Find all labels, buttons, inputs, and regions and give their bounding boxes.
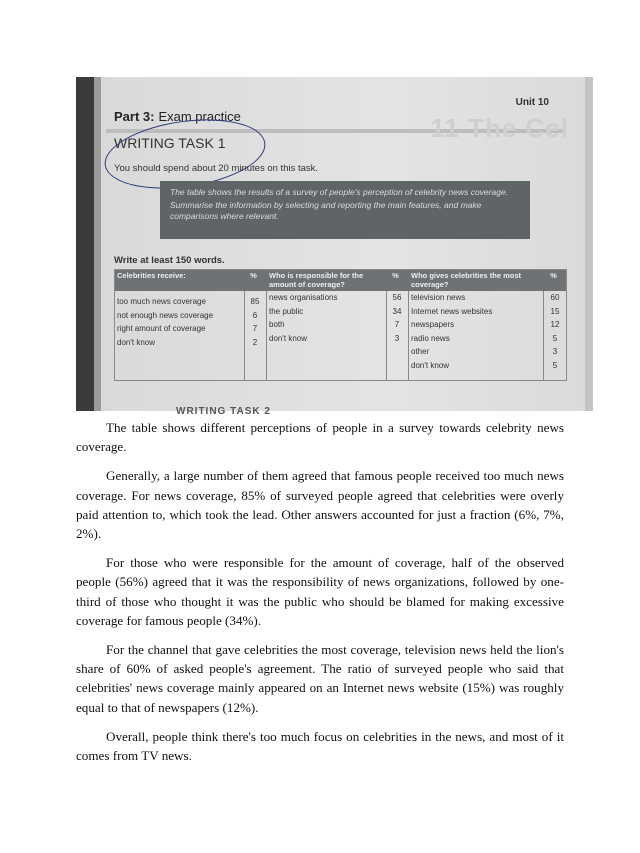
table-border (114, 269, 567, 381)
table-header: % (244, 269, 266, 291)
essay-paragraph: Overall, people think there's too much focus on celebrities in the news, and most of it comes from TV news. (76, 728, 564, 764)
table-cell: 85 (250, 297, 260, 306)
table-header: % (386, 269, 408, 291)
task-prompt-line: Summarise the information by selecting and reporting the main features, and make comparisons where relevant. (170, 200, 482, 221)
table-cell: 34 (392, 306, 402, 316)
table-cell: 56 (392, 293, 402, 302)
table-cell: right amount of coverage (117, 324, 206, 333)
table-cell: 6 (252, 310, 258, 320)
task-title: WRITING TASK 1 (114, 135, 226, 151)
essay-paragraph: For those who were responsible for the amount of coverage, half of the observed people (56%) agreed that it was the responsibility of news organizations, followed by one-third of those who thought it was the public who should be blamed for making excessive coverage for famous people (34%). (76, 555, 564, 628)
table-cell: 12 (550, 320, 560, 329)
table-cell: 60 (550, 293, 560, 302)
table-cell: other (411, 347, 430, 356)
table-cell: radio news (411, 333, 450, 343)
table-cell: 15 (550, 306, 560, 316)
unit-label: Unit 10 (515, 97, 549, 108)
essay-paragraph: The table shows different perceptions of people in a survey towards celebrity news coverage. (76, 420, 564, 455)
table-cell: 5 (552, 360, 558, 370)
ghost-heading: 11 The Cel (430, 113, 569, 143)
table-cell: 2 (252, 337, 258, 347)
table-cell: don't know (411, 360, 449, 370)
task-prompt-box (160, 181, 530, 239)
table-header: Who is responsible for the amount of coverage? (266, 269, 386, 291)
table-header: Who gives celebrities the most coverage? (408, 269, 543, 291)
page-edge (585, 77, 593, 411)
table-cell: the public (269, 306, 304, 316)
next-task-heading: WRITING TASK 2 (176, 406, 271, 417)
table-header: % (543, 269, 567, 291)
table-cell: 5 (552, 333, 558, 343)
table-cell: not enough news coverage (117, 310, 214, 320)
essay-body (76, 418, 564, 775)
table-cell: television news (411, 293, 466, 302)
table-cell: Internet news websites (411, 306, 493, 316)
word-count-instruction: Write at least 150 words. (114, 255, 225, 266)
table-header: Celebrities receive: (114, 269, 244, 291)
table-cell: too much news coverage (117, 297, 206, 306)
essay-paragraph: For the channel that gave celebrities the most coverage, television news held the lion's share of 60% of asked people's agreement. The ratio of surveyed people who said that celebrities' news coverage mainly appeared on an Internet news website (15%) was roughly equal to that of newspapers (12%). (76, 642, 564, 715)
spend-time-instruction: You should spend about 20 minutes on this task. (114, 163, 319, 174)
table-cell: 7 (394, 320, 400, 329)
survey-table (114, 269, 567, 381)
table-cell: 3 (552, 347, 558, 356)
table-cell: don't know (117, 337, 155, 347)
table-cell: newspapers (411, 320, 455, 329)
part-label: Part 3: (114, 109, 155, 124)
textbook-photo (76, 77, 593, 417)
part-title: Exam practice (158, 109, 241, 124)
task-prompt-line: The table shows the results of a survey of people's perception of celebrity news coverage. (170, 187, 509, 197)
table-cell: don't know (269, 333, 307, 343)
table-cell: 3 (394, 333, 400, 343)
book-spine (94, 77, 101, 411)
table-cell: both (269, 320, 285, 329)
table-cell: 7 (252, 324, 258, 333)
table-cell: news organisations (269, 293, 338, 302)
essay-paragraph: Generally, a large number of them agreed that famous people received too much news coverage. For news coverage, 85% of surveyed people agreed that celebrities were overly paid attention to, which took the lead. Other answers accounted for just a fraction (6%, 7%, 2%). (76, 468, 564, 542)
